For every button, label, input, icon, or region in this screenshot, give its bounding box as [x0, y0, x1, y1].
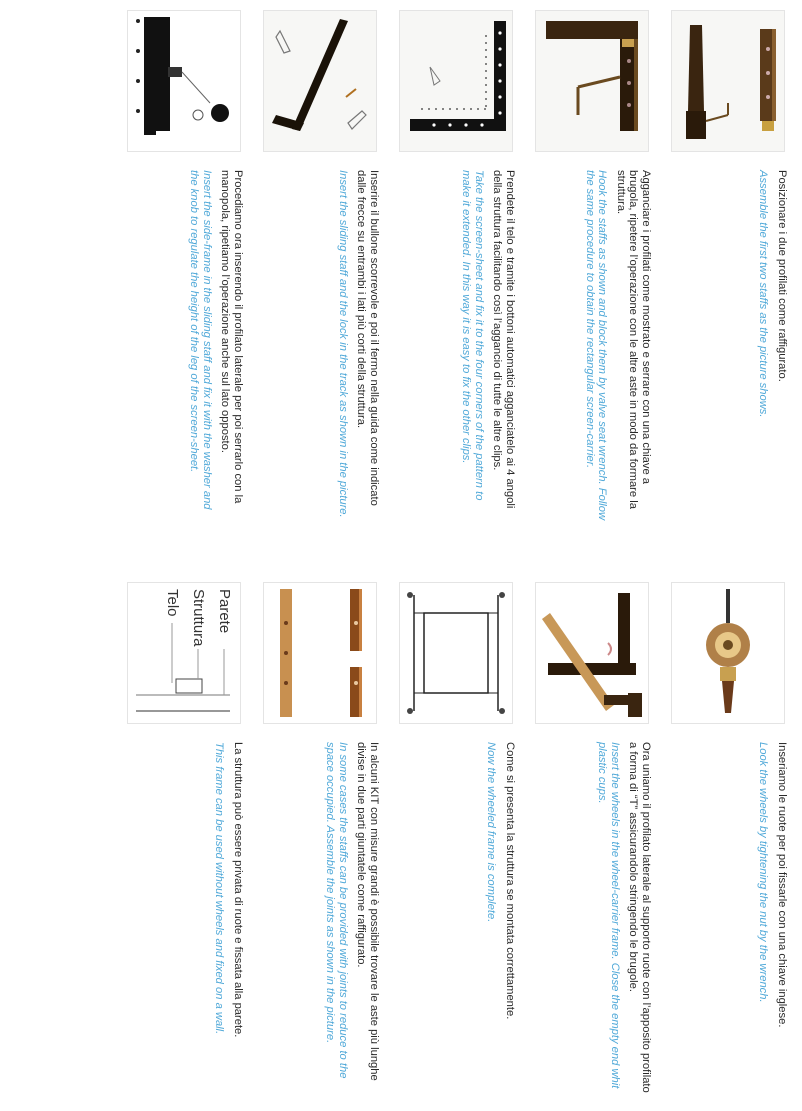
- frame-label: Struttura: [190, 589, 207, 647]
- complete-frame-icon: [399, 582, 513, 724]
- step-text-en: Assemble the first two staffs as the picture shows.: [757, 170, 770, 418]
- step-text-en: Now the wheeled frame is complete.: [485, 742, 498, 923]
- step-text-it: Agganciare i profilati come mostrato e serrare con una chiave a brugola, ripetere l’operazione con le altre aste in modo da formare la struttura.: [614, 170, 652, 509]
- screen-corner-icon: [399, 10, 513, 152]
- wheel-icon: [671, 582, 785, 724]
- step-text-it: Inseriamo le ruote per poi fissarle con una chiave inglese.: [776, 742, 788, 1028]
- step-text-en: In some cases the staffs can be provided with joints to reduce to the space occupied. Assemble the joints as shown in the picture.: [324, 742, 349, 1079]
- step-text-en: Insert the sliding staff and the lock in the track as shown in the picture.: [336, 170, 349, 518]
- two-profiles-icon: [671, 10, 785, 152]
- step-7: [534, 572, 654, 1102]
- step-text-en: Hook the staffs as shown and block them by valve seat wrench. Follow the same procedure to obtain the rectangular screen-carrier.: [583, 170, 609, 521]
- step-text-it: La struttura può essere privata di ruote e fissata alla parete.: [232, 742, 244, 1038]
- step-text-it: Ora uniamo il profilato laterale al supporto ruote con l’apposito profilato a forma di “T” assicurandolo stringendo le brugole.: [627, 742, 652, 1093]
- step-text-it: In alcuni KIT con misure grandi è possibile trovare le aste più lunghe divise in due parti giuntatele come raffigurato.: [355, 742, 380, 1081]
- step-5: [126, 0, 246, 530]
- step-text-en: Insert the side-frame in the sliding staff and fix it with the washer and the knob to regulate the height of the leg of the screen-sheet.: [188, 170, 213, 510]
- step-text-en: This frame can be used without wheels and fixed on a wall.: [213, 742, 226, 1035]
- step-3: [398, 0, 518, 530]
- step-1: [670, 0, 790, 530]
- sliding-bolt-icon: [263, 10, 377, 152]
- step-text-en: Look the wheels by tightening the nut by the wrench.: [757, 742, 770, 1003]
- step-text-en: Insert the wheels in the wheel-carrier frame. Close the empty end whit plastic cups.: [596, 742, 621, 1089]
- step-2: [534, 0, 654, 530]
- wall-label: Parete: [216, 589, 233, 634]
- joint-icon: [263, 582, 377, 724]
- fold-line: [0, 553, 802, 557]
- corner-joint-icon: [535, 10, 649, 152]
- step-text-it: Posizionare i due profilati come raffigurato.: [776, 170, 788, 382]
- t-profile-icon: [535, 582, 649, 724]
- step-8: [398, 572, 518, 1102]
- step-text-it: Prendete il telo e tramite i bottoni automatici agganciatelo ai 4 angoli della struttura facilitando così l’aggancio di tutte le altre clips.: [491, 170, 516, 509]
- screen-label: Telo: [164, 589, 181, 617]
- step-text-en: Take the screen-sheet and fix it to the four corners of the pattern to make it extended. In this way it is easy to fix the other clips.: [460, 170, 485, 501]
- step-4: [262, 0, 382, 530]
- step-9: [262, 572, 382, 1102]
- step-text-it: Come si presenta la struttura se montata correttamente.: [504, 742, 516, 1020]
- wall-mount-icon: [127, 582, 241, 724]
- step-text-it: Inserire il bullone scorrevole e poi il fermo nella guida come indicato dalle frecce su entrambi i lati più corti della struttura.: [355, 170, 380, 506]
- step-10: [126, 572, 246, 1102]
- step-text-it: Procediamo ora inserendo il profilato laterale per poi serrarlo con la manopola, ripetiamo l’operazione anche sul lato opposto.: [219, 170, 244, 504]
- step-6: [670, 572, 790, 1102]
- knob-icon: [127, 10, 241, 152]
